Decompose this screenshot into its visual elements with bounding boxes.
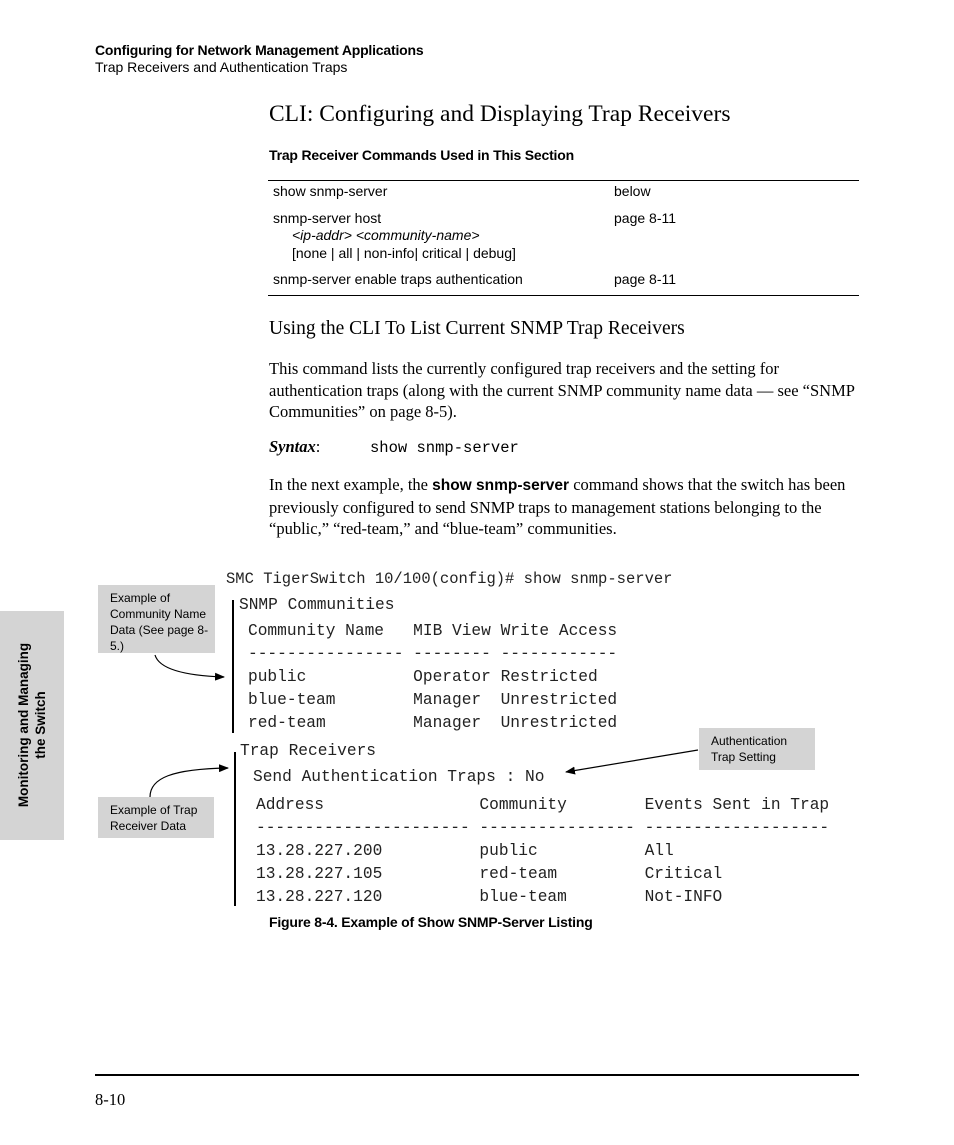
- arrow-auth-trap-setting: [566, 750, 698, 772]
- callout-trap-receiver-data: Example of Trap Receiver Data: [98, 797, 214, 838]
- syntax-command: show snmp-server: [370, 439, 519, 457]
- terminal-auth-traps-line: Send Authentication Traps : No: [253, 768, 545, 786]
- table-cell-command: snmp-server enable traps authentication: [273, 271, 523, 287]
- terminal-communities-separator: ---------------- -------- ------------: [248, 645, 618, 663]
- table-cell-page: page 8-11: [614, 210, 677, 226]
- figure-caption: Figure 8-4. Example of Show SNMP-Server Listing: [269, 914, 593, 930]
- arrow-trap-receiver-data: [150, 768, 228, 797]
- table-cell-page: below: [614, 183, 651, 199]
- syntax-colon: :: [315, 437, 321, 456]
- terminal-communities-header: Community Name MIB View Write Access: [248, 622, 618, 640]
- callout-community-data: Example of Community Name Data (See page 8-5.): [98, 585, 215, 653]
- paragraph-text: command shows that the switch has been previously configured to send SNMP traps to management stations belonging to the “public,” “red-team,” and “blue-team” communities.: [269, 475, 846, 538]
- side-tab-line: the Switch: [33, 691, 48, 759]
- page-number: 8-10: [95, 1090, 126, 1109]
- subsection-title: Using the CLI To List Current SNMP Trap Receivers: [269, 318, 685, 339]
- terminal-row: 13.28.227.120 blue-team Not-INFO: [256, 888, 723, 906]
- terminal-row: red-team Manager Unrestricted: [248, 714, 618, 732]
- table-cell-command: snmp-server host: [273, 210, 382, 226]
- terminal-row: 13.28.227.105 red-team Critical: [256, 865, 723, 883]
- terminal-trap-header: Address Community Events Sent in Trap: [256, 796, 830, 814]
- body-paragraph: This command lists the currently configured trap receivers and the setting for authentication traps (along with the current SNMP community name data — see “SNMP Communities” on page 8-5).: [269, 359, 855, 421]
- side-tab: [0, 611, 64, 840]
- running-header-subtitle: Trap Receivers and Authentication Traps: [95, 59, 348, 75]
- side-tab-label: [15, 643, 49, 807]
- running-header-title: Configuring for Network Management Applications: [95, 42, 424, 58]
- terminal-row: 13.28.227.200 public All: [256, 842, 674, 860]
- terminal-communities-heading: SNMP Communities: [239, 596, 395, 614]
- syntax-label: Syntax: [269, 437, 316, 456]
- arrow-community-data: [155, 655, 224, 677]
- table-cell-page: page 8-11: [614, 271, 677, 287]
- table-cell-args: <ip-addr> <community-name>: [292, 227, 480, 243]
- terminal-prompt-line: SMC TigerSwitch 10/100(config)# show snmp-server: [226, 570, 673, 588]
- side-tab-line: Monitoring and Managing: [16, 642, 31, 808]
- terminal-row: blue-team Manager Unrestricted: [248, 691, 618, 709]
- table-caption: Trap Receiver Commands Used in This Section: [269, 147, 574, 163]
- table-cell-options: [none | all | non-info| critical | debug]: [292, 245, 516, 261]
- paragraph-text: In the next example, the: [269, 475, 433, 494]
- footer-rule: [95, 1074, 859, 1076]
- terminal-trap-separator: ---------------------- ---------------- -------------------: [256, 819, 830, 837]
- callout-auth-trap-setting: Authentication Trap Setting: [699, 728, 815, 770]
- table-cell-command: show snmp-server: [273, 183, 388, 199]
- section-title: CLI: Configuring and Displaying Trap Receivers: [269, 101, 731, 127]
- inline-command: show snmp-server: [432, 477, 570, 494]
- terminal-trap-heading: Trap Receivers: [240, 742, 376, 760]
- terminal-row: public Operator Restricted: [248, 668, 598, 686]
